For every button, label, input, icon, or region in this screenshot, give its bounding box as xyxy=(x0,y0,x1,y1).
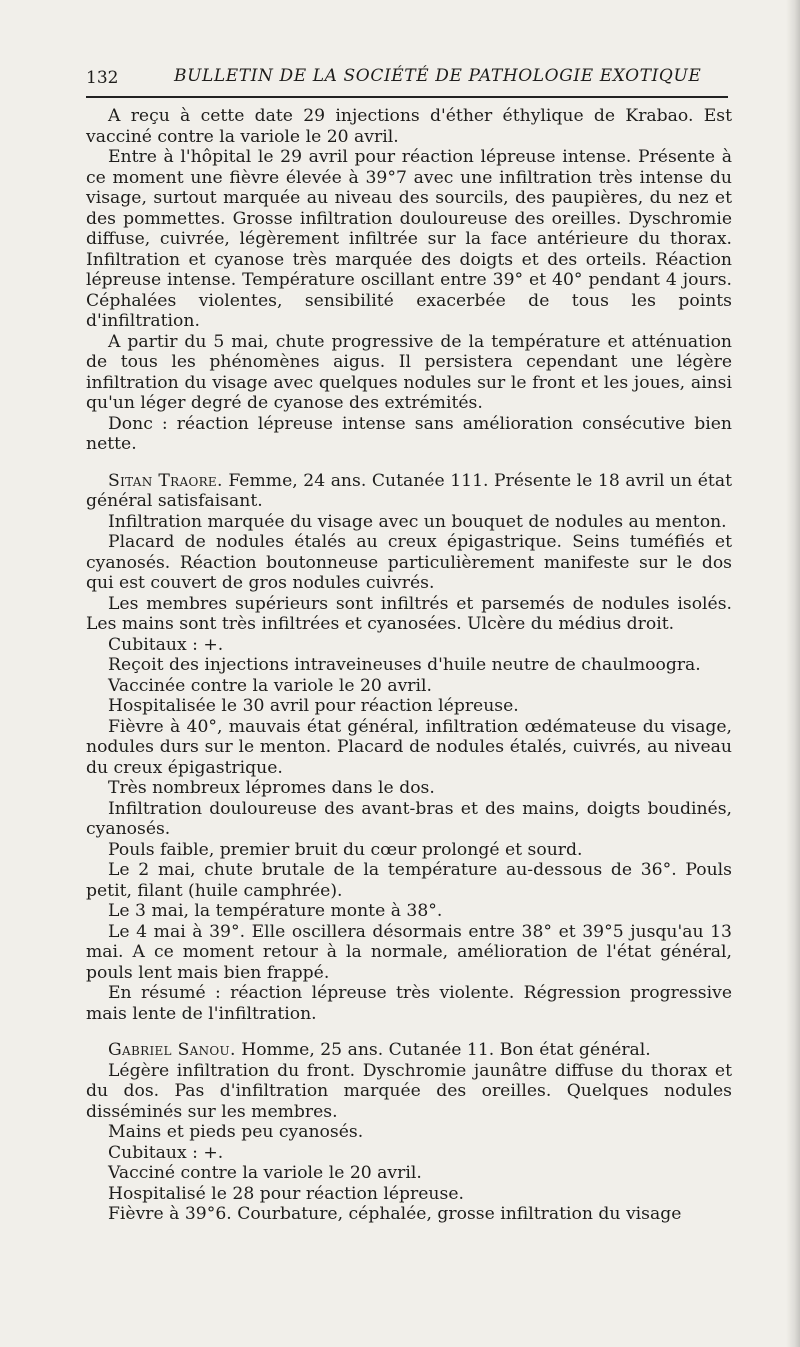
paragraph: Infiltration douloureuse des avant-bras et des mains, doigts boudinés, cyanosés. xyxy=(86,798,732,839)
paragraph: Vacciné contre la variole le 20 avril. xyxy=(108,1163,422,1183)
article-body xyxy=(86,106,732,1225)
paragraph: Pouls faible, premier bruit du cœur prolongé et sourd. xyxy=(108,839,583,860)
page-edge-shadow xyxy=(786,0,800,1347)
case-intro-gabriel-sanou xyxy=(86,1040,732,1061)
page-header xyxy=(86,62,728,92)
header-rule xyxy=(86,96,728,98)
paragraph: Légère infiltration du front. Dyschromie jaunâtre diffuse du thorax et du dos. Pas d'infiltration marquée des oreilles. Quelques nodules disséminés sur les membres. xyxy=(86,1060,732,1122)
paragraph: Vaccinée contre la variole le 20 avril. xyxy=(108,675,432,696)
paragraph: Cubitaux : +. xyxy=(108,634,224,655)
patient-name: Gabriel Sanou. xyxy=(108,1040,236,1060)
paragraph: Le 4 mai à 39°. Elle oscillera désormais entre 38° et 39°5 jusqu'au 13 mai. A ce moment retour à la normale, amélioration de l'état général, pouls lent mais bien frappé. xyxy=(86,921,732,983)
paragraph: Infiltration marquée du visage avec un bouquet de nodules au menton. xyxy=(108,511,727,532)
paragraph: En résumé : réaction lépreuse très violente. Régression progressive mais lente de l'infiltration. xyxy=(86,983,732,1024)
running-title: BULLETIN DE LA SOCIÉTÉ DE PATHOLOGIE EXOTIQUE xyxy=(174,66,702,86)
paragraph: Hospitalisée le 30 avril pour réaction lépreuse. xyxy=(108,696,519,716)
paragraph: Les membres supérieurs sont infiltrés et parsemés de nodules isolés. Les mains sont très infiltrées et cyanosées. Ulcère du médius droit. xyxy=(86,593,732,634)
paragraph: Donc : réaction lépreuse intense sans amélioration consécutive bien nette. xyxy=(86,413,732,454)
paragraph: Hospitalisé le 28 pour réaction lépreuse. xyxy=(108,1183,464,1204)
paragraph: Entre à l'hôpital le 29 avril pour réaction lépreuse intense. Présente à ce moment une fièvre élevée à 39°7 avec une infiltration très intense du visage, surtout marquée au niveau des sourcils, des paupières, du nez et des pommettes. Grosse infiltration douloureuse des oreilles. Dyschromie diffuse, cuivrée, légèrement infiltrée sur la face antérieure du thorax. Infiltration et cyanose très marquée des doigts et des orteils. Réaction lépreuse intense. Température oscillant entre 39° et 40° pendant 4 jours. Céphalées violentes, sensibilité exacerbée de tous les points d'infiltration. xyxy=(86,147,732,331)
case-intro-sitan-traore xyxy=(86,471,732,512)
paragraph: Placard de nodules étalés au creux épigastrique. Seins tuméfiés et cyanosés. Réaction boutonneuse particulièrement manifeste sur le dos qui est couvert de gros nodules cuivrés. xyxy=(86,532,732,593)
page-number: 132 xyxy=(86,68,119,88)
paragraph: Très nombreux lépromes dans le dos. xyxy=(108,778,435,798)
paragraph: Fièvre à 39°6. Courbature, céphalée, grosse infiltration du visage xyxy=(108,1204,682,1224)
case-intro-text: Homme, 25 ans. Cutanée 11. Bon état général. xyxy=(241,1040,651,1060)
paragraph: Mains et pieds peu cyanosés. xyxy=(108,1122,364,1142)
paragraph: Reçoit des injections intraveineuses d'huile neutre de chaulmoogra. xyxy=(108,655,701,675)
paragraph: Fièvre à 40°, mauvais état général, infiltration œdémateuse du visage, nodules durs sur le menton. Placard de nodules étalés, cuivrés, au niveau du creux épigastrique. xyxy=(86,716,732,778)
case-intro-text: Femme, 24 ans. Cutanée 111. Présente le 18 avril un état général satisfaisant. xyxy=(86,470,732,511)
paragraph: Le 3 mai, la température monte à 38°. xyxy=(108,901,443,921)
patient-name: Sitan Traore. xyxy=(108,470,223,491)
paragraph: A reçu à cette date 29 injections d'éther éthylique de Krabao. Est vacciné contre la variole le 20 avril. xyxy=(86,106,732,147)
paragraph: A partir du 5 mai, chute progressive de la température et atténuation de tous les phénomènes aigus. Il persistera cependant une légère infiltration du visage avec quelques nodules sur le front et les joues, ainsi qu'un léger degré de cyanose des extrémités. xyxy=(86,331,732,413)
paragraph: Le 2 mai, chute brutale de la température au-dessous de 36°. Pouls petit, filant (huile camphrée). xyxy=(86,860,732,901)
paragraph: Cubitaux : +. xyxy=(108,1142,224,1163)
